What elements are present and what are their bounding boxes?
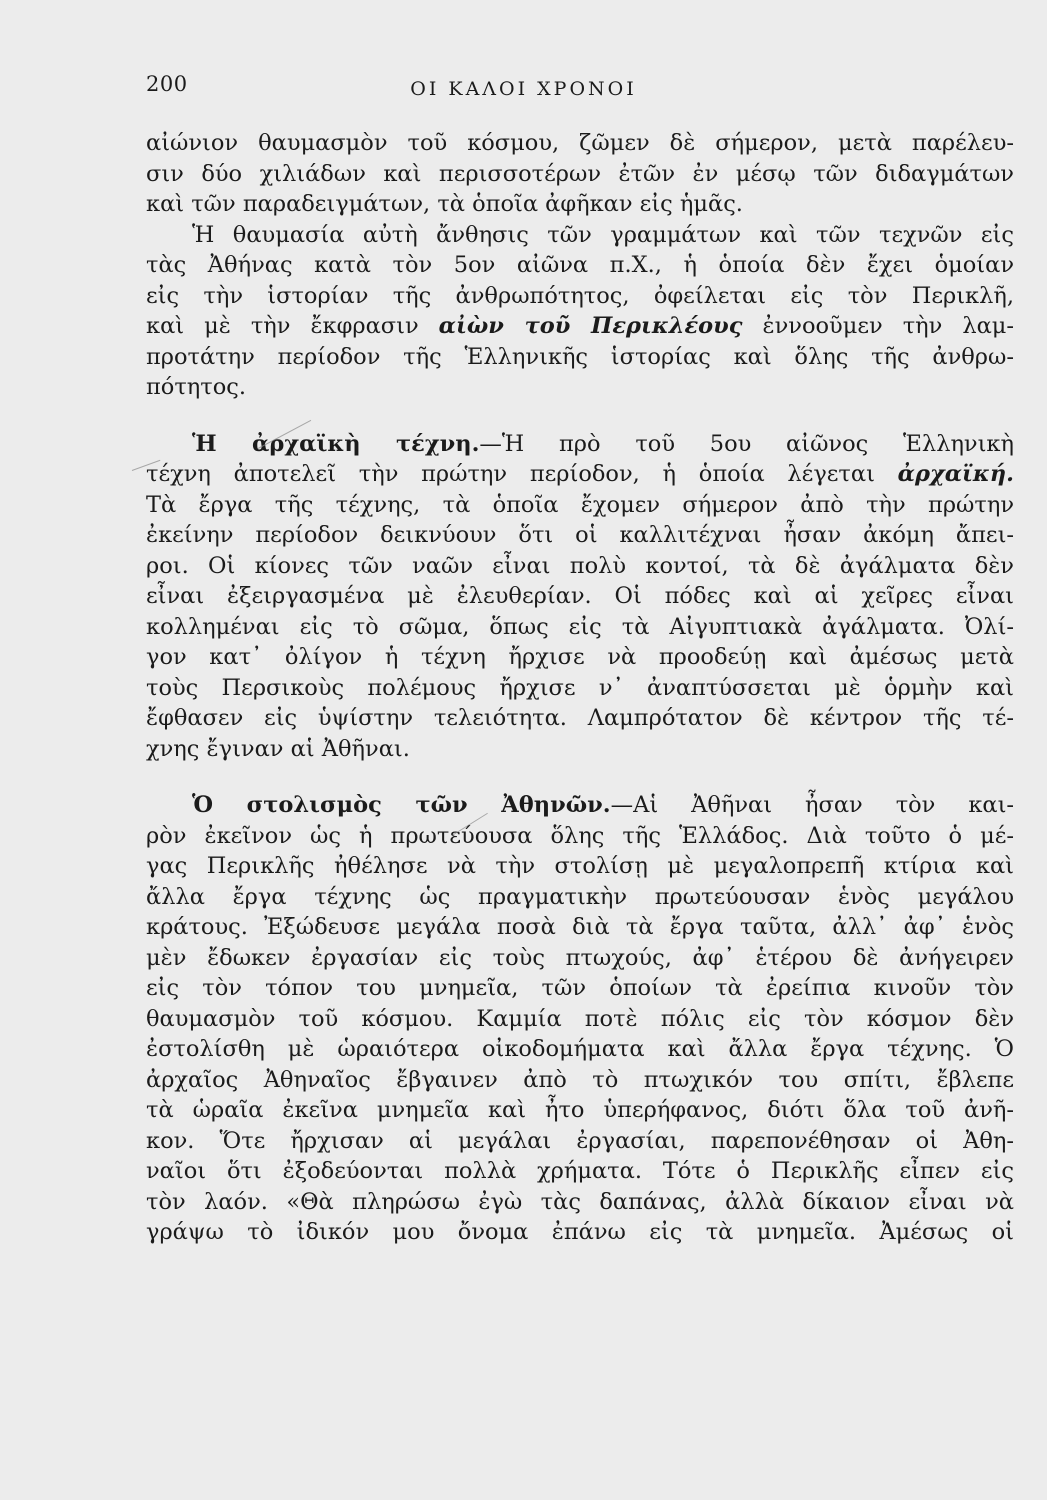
paragraph-gap: [146, 764, 1014, 790]
text-run: —Ἡ πρὸ τοῦ 5ου αἰῶνος Ἑλληνικὴ: [479, 430, 1014, 457]
text-line: [146, 459, 1014, 490]
text-line: θαυμασμὸν τοῦ κόσμου. Καμμία ποτὲ πόλις εἰς τὸν κόσμον δὲν: [146, 1005, 1014, 1032]
text-line: ἐκείνην περίοδον δεικνύουν ὅτι οἱ καλλιτέχναι ἦσαν ἀκόμη ἄπει-: [146, 522, 1014, 548]
text-line: ἄλλα ἔργα τέχνης ὡς πραγματικὴν πρωτεύουσαν ἑνὸς μεγάλου: [146, 883, 1014, 910]
text-line: εἰς τὸν τόπον του μνημεῖα, τῶν ὁποίων τὰ ἐρείπια κινοῦν τὸν: [146, 975, 1014, 1001]
text-line: εἶναι ἐξειργασμένα μὲ ἐλευθερίαν. Οἱ πόδες καὶ αἱ χεῖρες εἶναι: [146, 583, 1014, 609]
text-line: προτάτην περίοδον τῆς Ἑλληνικῆς ἱστορίας καὶ ὅλης τῆς ἀνθρω-: [146, 343, 1014, 370]
text-line: ἔφθασεν εἰς ὑψίστην τελειότητα. Λαμπρότατον δὲ κέντρον τῆς τέ-: [146, 705, 1014, 731]
text-line: μὲν ἔδωκεν ἐργασίαν εἰς τοὺς πτωχούς, ἀφ᾽ ἑτέρου δὲ ἀνήγειρεν: [146, 944, 1014, 971]
text-line: [146, 790, 1014, 821]
text-run: τέχνη ἀποτελεῖ τὴν πρώτην περίοδον, ἡ ὁποία λέγεται: [146, 461, 875, 487]
body-text: [146, 128, 1014, 1248]
text-line: γον κατ᾽ ὀλίγον ἡ τέχνη ἤρχισε νὰ προοδεύῃ καὶ ἀμέσως μετὰ: [146, 644, 1014, 670]
page-number: 200: [146, 72, 188, 96]
emphasized-phrase: αἰὼν τοῦ Περικλέους: [438, 313, 743, 339]
text-line: τὰς Ἀθήνας κατὰ τὸν 5ον αἰῶνα π.Χ., ἡ ὁποία δὲν ἔχει ὁμοίαν: [146, 252, 1014, 278]
text-line: αἰώνιον θαυμασμὸν τοῦ κόσμου, ζῶμεν δὲ σήμερον, μετὰ παρέλευ-: [146, 130, 1014, 156]
text-line: [146, 429, 1014, 460]
text-line: γας Περικλῆς ἠθέλησε νὰ τὴν στολίσῃ μὲ μεγαλοπρεπῆ κτίρια καὶ: [146, 853, 1014, 879]
text-line: πότητος.: [146, 374, 247, 400]
text-line: εἰς τὴν ἱστορίαν τῆς ἀνθρωπότητος, ὀφείλεται εἰς τὸν Περικλῆ,: [146, 282, 1014, 309]
text-line: τὸν λαόν. «Θὰ πληρώσω ἐγὼ τὰς δαπάνας, ἀλλὰ δίκαιον εἶναι νὰ: [146, 1188, 1014, 1215]
paragraph-pericles-age: [146, 220, 1014, 403]
text-line: γράψω τὸ ἰδικόν μου ὄνομα ἐπάνω εἰς τὰ μνημεῖα. Ἀμέσως οἱ: [146, 1219, 1014, 1245]
text-line: [146, 311, 1014, 342]
text-line: κον. Ὅτε ἤρχισαν αἱ μεγάλαι ἐργασίαι, παρεπονέθησαν οἱ Ἀθη-: [146, 1127, 1014, 1154]
text-line: τὰ ὡραῖα ἐκεῖνα μνημεῖα καὶ ἦτο ὑπερήφανος, διότι ὅλα τοῦ ἀνῆ-: [146, 1097, 1014, 1123]
paragraph-continuation: [146, 128, 1014, 220]
text-run: καὶ μὲ τὴν ἔκφρασιν: [146, 313, 419, 339]
text-line: ἀρχαῖος Ἀθηναῖος ἔβγαινεν ἀπὸ τὸ πτωχικόν του σπίτι, ἔβλεπε: [146, 1066, 1014, 1093]
text-run: —Αἱ Ἀθῆναι ἦσαν τὸν και-: [610, 792, 1014, 818]
text-line: καὶ τῶν παραδειγμάτων, τὰ ὁποῖα ἀφῆκαν εἰς ἡμᾶς.: [146, 191, 743, 217]
text-line: σιν δύο χιλιάδων καὶ περισσοτέρων ἐτῶν ἐν μέσῳ τῶν διδαγμάτων: [146, 160, 1014, 187]
paragraph-adornment-of-athens: [146, 790, 1014, 1248]
text-line: ροι. Οἱ κίονες τῶν ναῶν εἶναι πολὺ κοντοί, τὰ δὲ ἀγάλματα δὲν: [146, 552, 1014, 579]
text-line: Ἡ θαυμασία αὐτὴ ἄνθησις τῶν γραμμάτων καὶ τῶν τεχνῶν εἰς: [192, 221, 1014, 248]
paragraph-gap: [146, 403, 1014, 429]
text-line: τοὺς Περσικοὺς πολέμους ἤρχισε ν᾽ ἀναπτύσσεται μὲ ὁρμὴν καὶ: [146, 674, 1014, 701]
text-line: κράτους. Ἐξώδευσε μεγάλα ποσὰ διὰ τὰ ἔργα ταῦτα, ἀλλ᾽ ἀφ᾽ ἑνὸς: [146, 914, 1014, 940]
text-line: ρὸν ἐκεῖνον ὡς ἡ πρωτεύουσα ὅλης τῆς Ἑλλάδος. Διὰ τοῦτο ὁ μέ-: [146, 822, 1014, 849]
running-head: ΟΙ ΚΑΛΟΙ ΧΡΟΝΟΙ: [410, 78, 637, 100]
paragraph-archaic-art: [146, 429, 1014, 765]
text-line: χνης ἔγιναν αἱ Ἀθῆναι.: [146, 735, 410, 762]
text-line: ναῖοι ὅτι ἐξοδεύονται πολλὰ χρήματα. Τότε ὁ Περικλῆς εἶπεν εἰς: [146, 1158, 1014, 1184]
section-heading: Ἡ ἀρχαϊκὴ τέχνη.: [192, 430, 480, 457]
text-run: ἐννοοῦμεν τὴν λαμ-: [762, 313, 1015, 339]
text-line: ἐστολίσθη μὲ ὡραιότερα οἰκοδομήματα καὶ ἄλλα ἔργα τέχνης. Ὁ: [146, 1036, 1014, 1062]
emphasized-term: ἀρχαϊκή.: [897, 461, 1014, 487]
text-line: κολλημέναι εἰς τὸ σῶμα, ὅπως εἰς τὰ Αἰγυπτιακὰ ἀγάλματα. Ὀλί-: [146, 613, 1014, 640]
text-line: Τὰ ἔργα τῆς τέχνης, τὰ ὁποῖα ἔχομεν σήμερον ἀπὸ τὴν πρώτην: [146, 491, 1014, 518]
section-heading: Ὁ στολισμὸς τῶν Ἀθηνῶν.: [192, 792, 611, 818]
